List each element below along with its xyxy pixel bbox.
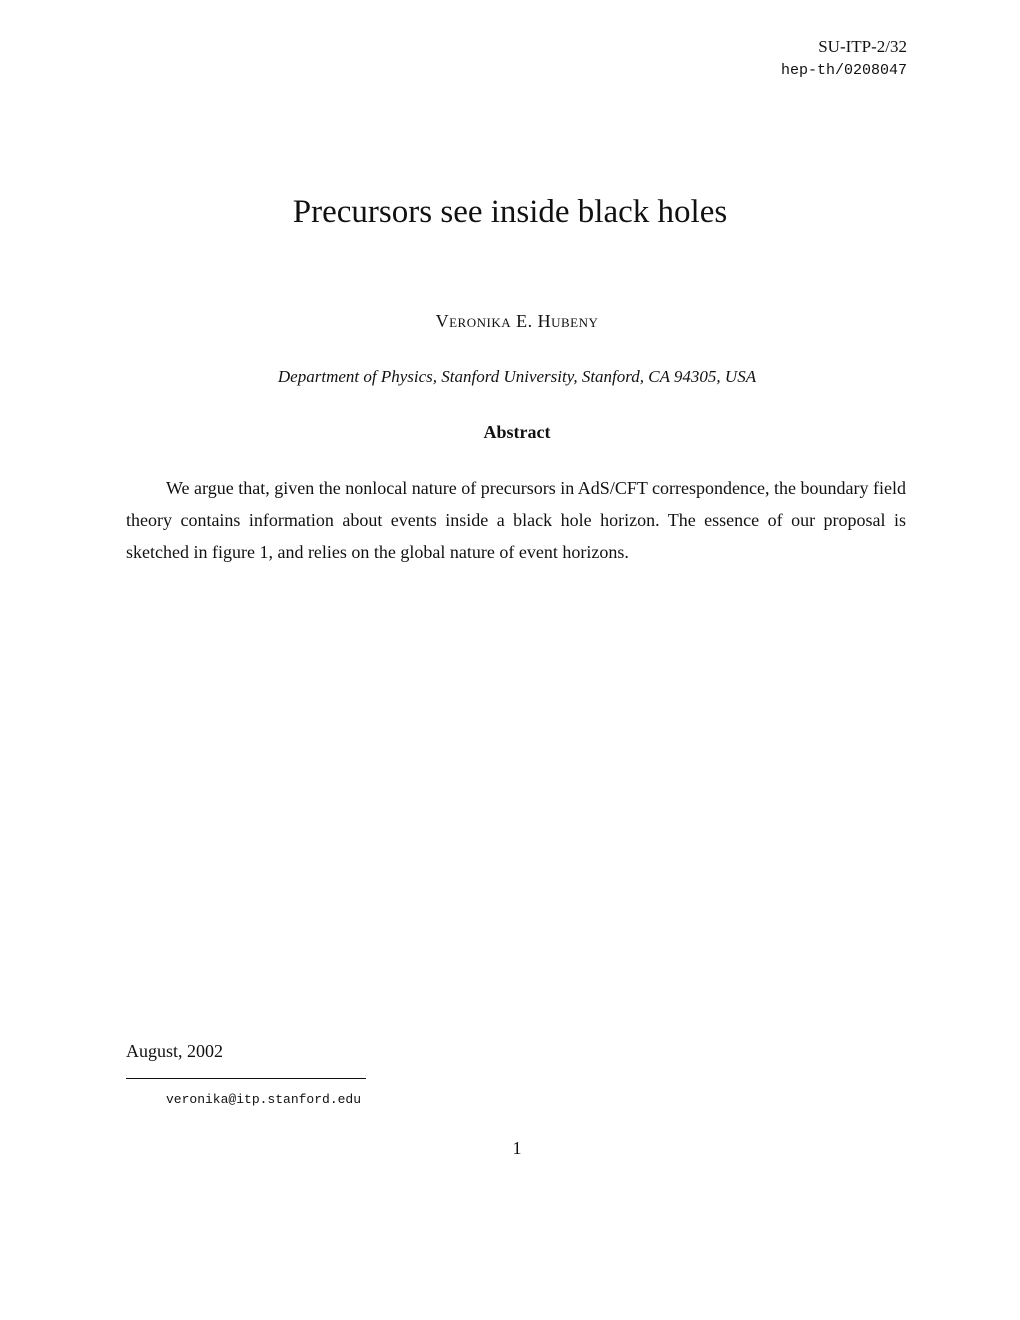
report-number: SU-ITP-2/32 <box>818 37 907 56</box>
paper-title: Precursors see inside black holes <box>292 194 728 230</box>
publication-date: August, 2002 <box>126 1041 224 1061</box>
arxiv-identifier: hep-th/0208047 <box>780 62 907 79</box>
author-name: Veronika E. Hubeny <box>435 311 599 331</box>
footnote-divider <box>126 1078 366 1079</box>
abstract-body: We argue that, given the nonlocal nature of precursors in AdS/CFT correspondence, the boundary field theory contains information about events inside a black hole horizon. The essence of our proposal is sketched in figure 1, and relies on the global nature of event horizons. <box>126 478 906 562</box>
abstract-heading: Abstract <box>483 422 551 442</box>
page-number: 1 <box>512 1138 522 1158</box>
author-email: veronika@itp.stanford.edu <box>166 1092 362 1107</box>
author-affiliation: Department of Physics, Stanford University, Stanford, CA 94305, USA <box>277 367 757 386</box>
